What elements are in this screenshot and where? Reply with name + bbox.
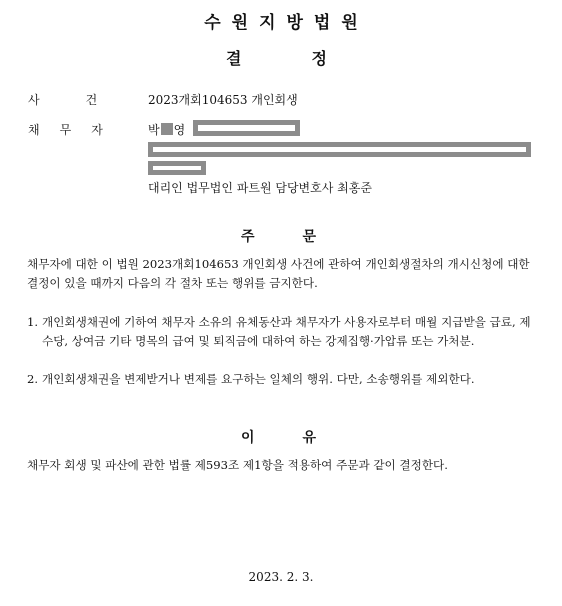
reason-text: 채무자 회생 및 파산에 관한 법률 제593조 제1항을 적용하여 주문과 같이 결정한다. <box>27 458 448 472</box>
address-redaction-3 <box>148 161 206 175</box>
doc-type-char-2: 정 <box>311 49 327 68</box>
court-name: 수원지방법원 <box>204 13 369 33</box>
reason-section-title: 이 유 <box>241 430 317 446</box>
address-redaction-1 <box>193 120 300 136</box>
decision-date: 2023. 2. 3. <box>248 570 314 584</box>
address-redaction-2 <box>148 142 531 157</box>
debtor-name-suffix: 영 <box>173 123 186 137</box>
doc-type-char-1: 결 <box>226 49 242 68</box>
debtor-name-prefix: 박 <box>148 123 160 137</box>
debtor-name <box>148 121 185 138</box>
case-value: 2023개회104653 개인회생 <box>148 93 298 107</box>
order-item-2 <box>27 370 532 389</box>
name-redaction <box>161 123 173 135</box>
order-item-2-text: 개인회생채권을 변제받거나 변제를 요구하는 일체의 행위. 다만, 소송행위를 제외한다. <box>42 372 475 386</box>
order-item-2-number: 2. <box>27 372 39 386</box>
order-intro: 채무자에 대한 이 법원 2023개회104653 개인회생 사건에 관하여 개인회생절차의 개시신청에 대한 결정이 있을 때까지 다음의 각 절차 또는 행위를 금지한다. <box>27 257 530 290</box>
debtor-agent: 대리인 법무법인 파트원 담당변호사 최홍준 <box>148 181 372 195</box>
order-item-1-text: 개인회생채권에 기하여 채무자 소유의 유체동산과 채무자가 사용자로부터 매월 지급받을 급료, 제수당, 상여금 기타 명목의 급여 및 퇴직금에 대하여 하는 강제집행·가압류 또는 가처분. <box>42 315 531 348</box>
debtor-label: 채 무 자 <box>28 123 103 137</box>
document-type <box>226 46 327 69</box>
order-section-title: 주 문 <box>241 229 317 245</box>
case-label: 사 건 <box>28 93 98 107</box>
order-item-1-number: 1. <box>27 315 39 329</box>
order-item-1 <box>27 313 532 351</box>
